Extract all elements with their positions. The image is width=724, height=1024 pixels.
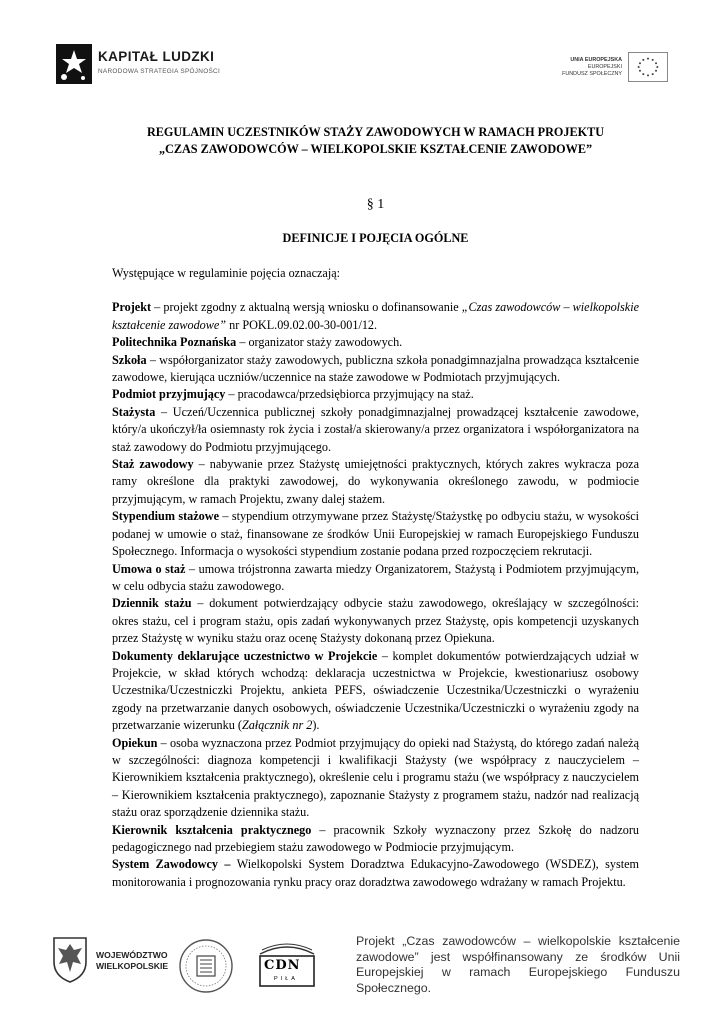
intro-text: Występujące w regulaminie pojęcia oznaczają: <box>112 266 341 280</box>
definition-term: Dokumenty deklarujące uczestnictwo w Projekcie <box>112 648 378 663</box>
kapital-ludzki-star-icon <box>54 42 94 86</box>
wojewodztwo-logo <box>50 934 169 990</box>
cdn-logo <box>254 940 320 994</box>
definition-item <box>112 595 639 647</box>
section-title: DEFINICJE I POJĘCIA OGÓLNE <box>282 231 469 245</box>
definition-item <box>112 648 639 735</box>
wojewodztwo-text <box>96 950 168 972</box>
definition-text: Wielkopolski System Doradztwa Edukacyjno-Zawodowego (WSDEZ), system monitorowania i prognozowania rynku pracy oraz doradztwa zawodowego wdrażany w ramach Projektu. <box>112 857 639 889</box>
kapital-ludzki-subtitle: NARODOWA STRATEGIA SPÓJNOŚCI <box>98 68 221 75</box>
definition-item <box>112 856 639 891</box>
definition-item <box>112 299 639 334</box>
definition-text: – komplet dokumentów potwierdzających udział w Projekcie, w skład których wchodzą: deklaracja uczestnictwa w Projekcie, kwestionariusz osobowy Uczestnika/Uczestniczki Projektu, ankieta PEFS, oświadczenie Uczestnika/Uczestniczki o wyrażeniu zgody na przetwarzanie danych osobowych, oświadczenie Uczestnika/Uczestniczki o wyrażeniu zgody na przetwarzanie wizerunku ( <box>112 648 639 733</box>
paragraph-sign: § 1 <box>366 197 385 212</box>
definition-term: Stażysta <box>112 404 156 419</box>
definition-text: – pracodawca/przedsiębiorca przyjmujący na staż. <box>225 387 474 402</box>
definition-italic: Załącznik nr 2 <box>241 718 313 733</box>
definition-text-after: nr POKL.09.02.00-30-001/12. <box>226 317 378 332</box>
definition-text: – projekt zgodny z aktualną wersją wniosku o dofinansowanie <box>151 300 462 315</box>
definition-term: Stypendium stażowe <box>112 509 219 524</box>
definition-text: – współorganizator staży zawodowych, publiczna szkoła ponadgimnazjalna prowadząca kształcenie zawodowe, kierująca uczniów/uczennice na staże zawodowe w Podmiotach przyjmujących. <box>112 352 639 385</box>
definition-italic: „Czas zawodowców – wielkopolskie kształcenie zawodowe” <box>112 300 639 332</box>
document-body <box>112 124 639 891</box>
page-footer <box>0 920 724 1000</box>
definition-item <box>112 508 639 560</box>
definition-term: System Zawodowcy – <box>112 857 231 872</box>
eu-text <box>562 57 622 78</box>
definition-text: – dokument potwierdzający odbycie stażu zawodowego, określający w szczególności: okres stażu, cel i program stażu, opis zadań wykonywanych przez Stażystę, opis kompetencji uzyskanych przez Stażystę w wyniku stażu oraz ocenę Stażysty dokonaną przez Opiekuna. <box>112 596 640 646</box>
definition-term: Dziennik stażu <box>112 596 192 611</box>
eu-line-1: UNIA EUROPEJSKA <box>570 57 622 63</box>
definition-item <box>112 822 639 857</box>
kapital-ludzki-logo <box>54 42 244 86</box>
definition-text: – umowa trójstronna zawarta miedzy Organizatorem, Stażystą i Podmiotem przyjmującym, w celu odbycia stażu zawodowego. <box>112 561 639 593</box>
definition-item <box>112 456 639 508</box>
definition-text: – pracownik Szkoły wyznaczony przez Szkołę do nadzoru pedagogicznego nad przebiegiem stażu zawodowego w Podmiocie przyjmującym. <box>112 822 639 854</box>
eagle-crest-icon <box>50 934 90 984</box>
definition-item <box>112 735 639 822</box>
definition-term: Opiekun <box>112 735 158 750</box>
page-header <box>0 0 724 110</box>
definition-item <box>112 352 639 387</box>
wojewodztwo-line-1: WOJEWÓDZTWO <box>96 950 168 960</box>
project-cofinancing-note: Projekt „Czas zawodowców – wielkopolskie kształcenie zawodowe” jest współfinansowany ze środków Unii Europejskiej w ramach Europejskiego Funduszu Społecznego. <box>356 934 680 995</box>
document-title-line-2: „CZAS ZAWODOWCÓW – WIELKOPOLSKIE KSZTAŁCENIE ZAWODOWE” <box>158 142 593 156</box>
definition-term: Szkoła <box>112 352 147 367</box>
cdn-text: CDN <box>264 958 301 973</box>
eu-line-2: EUROPEJSKI <box>587 64 622 70</box>
definition-item <box>112 404 639 456</box>
definition-term: Staż zawodowy <box>112 457 194 472</box>
cdn-subtext: PIŁA <box>274 976 298 982</box>
wojewodztwo-line-2: WIELKOPOLSKIE <box>96 961 169 971</box>
definition-term: Projekt <box>112 300 152 315</box>
definition-item <box>112 386 639 403</box>
eu-flag-icon <box>628 52 668 82</box>
eu-logo <box>544 50 668 84</box>
definition-text: – stypendium otrzymywane przez Stażystę/Stażystkę po odbyciu stażu, w wysokości podanej w umowie o staż, finansowane ze środków Unii Europejskiej w ramach Europejskiego Funduszu Społecznego. Informacja o wysokości stypendium zostanie podana przed rozpoczęciem rekrutacji. <box>112 509 639 559</box>
kapital-ludzki-name: KAPITAŁ LUDZKI <box>98 49 215 64</box>
definition-text: – nabywanie przez Stażystę umiejętności praktycznych, których zakres wykracza poza ramy określone dla praktyki zawodowej, do wykonywania określonego zawodu, w podmiocie przyjmującym, w ramach Projektu, zwany dalej stażem. <box>112 457 639 506</box>
definition-term: Politechnika Poznańska <box>112 335 237 350</box>
document-title-line-1: REGULAMIN UCZESTNIKÓW STAŻY ZAWODOWYCH W RAMACH PROJEKTU <box>146 125 605 139</box>
definition-text: – osoba wyznaczona przez Podmiot przyjmujący do opieki nad Stażystą, do którego zadań należą w szczególności: diagnoza kompetencji i kwalifikacji Stażysty (we współpracy z nauczycielem – Kierownikiem kształcenia praktycznego), określenie celu i programu stażu (we współpracy z nauczycielem – Kierownikiem kształcenia praktycznego), zapoznanie Stażysty z programem stażu, nadzór nad realizacją stażu oraz sporządzenie dziennika stażu. <box>112 735 639 820</box>
definitions-list <box>112 299 639 891</box>
definition-term: Umowa o staż <box>112 561 186 576</box>
definition-term: Kierownik kształcenia praktycznego <box>112 822 312 837</box>
eu-line-3: FUNDUSZ SPOŁECZNY <box>562 71 622 77</box>
definition-item <box>112 334 639 351</box>
definition-term: Podmiot przyjmujący <box>112 387 226 402</box>
definition-text-after: ). <box>312 718 320 733</box>
definition-text: – Uczeń/Uczennica publicznej szkoły ponadgimnazjalnej prowadzącej kształcenie zawodowe, który/a ukończył/ła osiemnasty rok życia i został/a skierowany/a przez organizatora i współorganizatora na staż zawodowy do Podmiotu przyjmującego. <box>112 404 639 454</box>
university-seal-icon <box>178 938 234 994</box>
definition-item <box>112 561 639 596</box>
definition-text: – organizator staży zawodowych. <box>236 335 403 350</box>
